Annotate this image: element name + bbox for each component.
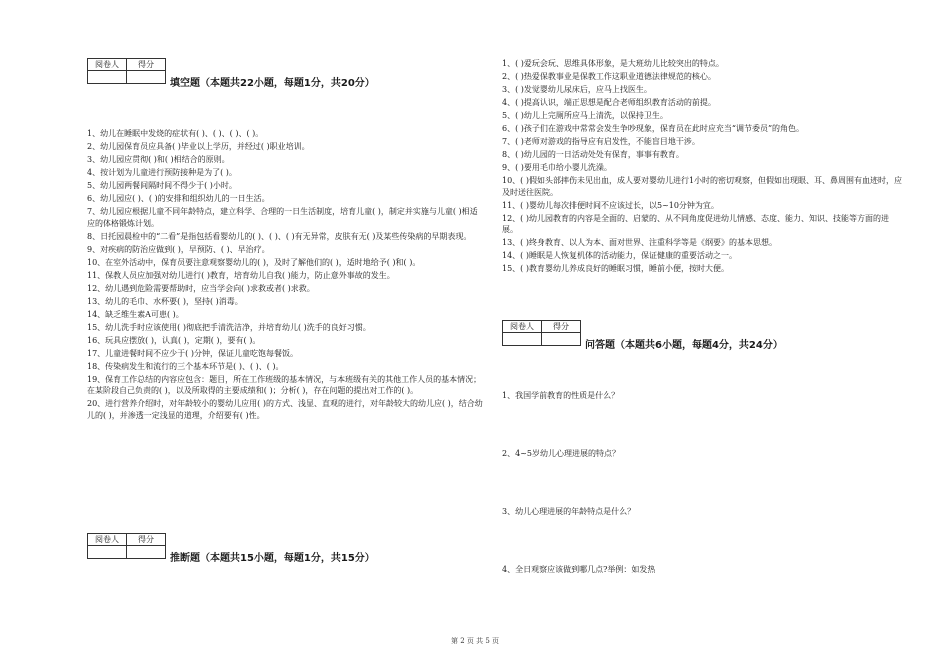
reviewer-label: 阅卷人 xyxy=(88,59,127,71)
question-item: 16、玩具应摆放( )，认真( )，定期( )，要有( )。 xyxy=(87,335,261,345)
question-item: 1、幼儿在睡眠中发烧的症状有( )、( )、( )、( )。 xyxy=(87,129,264,138)
question-item: 20、进行营养介绍时，对年龄较小的婴幼儿应用( )的方式、浅显、直观的进行，对年龄较大的幼儿应( )，结合幼儿的( )，并渗透一定浅显的道理，介绍要有( )性。 xyxy=(87,399,483,420)
page-footer: 第 2 页 共 5 页 xyxy=(450,637,500,645)
score-label: 得分 xyxy=(542,321,581,333)
question-item: 15、幼儿洗手时应该使用( )彻底把手清洗洁净，并培育幼儿( )洗手的良好习惯。 xyxy=(87,322,371,332)
question-item: 14、( )睡眠是人恢复机体的活动能力，保证健康的重要活动之一。 xyxy=(502,251,737,260)
score-box-essay xyxy=(502,320,581,346)
question-item: 6、( )孩子们在游戏中常常会发生争吵现象，保育员在此时应充当“调节委员”的角色。 xyxy=(502,124,805,133)
question-item: 5、( )幼儿上完厕所应马上清洗，以保持卫生。 xyxy=(502,111,668,120)
essay-question: 3、幼儿心理进展的年龄特点是什么？ xyxy=(502,507,636,516)
question-item: 3、( )发觉婴幼儿尿床后，应马上找医生。 xyxy=(502,85,652,94)
question-item: 12、( )幼儿园教育的内容是全面的、启蒙的、从不同角度促进幼儿情感、态度、能力、知识、技能等方面的进展。 xyxy=(502,213,889,234)
question-item: 3、幼儿园应贯彻( )和( )相结合的原则。 xyxy=(87,155,230,164)
question-item: 17、儿童进餐时间不应少于( )分钟，保证儿童吃饱每餐饭。 xyxy=(87,348,298,358)
question-item: 6、幼儿园应( )、( )的安排和组织幼儿的一日生活。 xyxy=(87,194,270,203)
question-item: 10、( )假如头部摔伤未见出血，成人要对婴幼儿进行1小时的密切观察，但假如出现眼、耳、鼻周围有血迹时，应及时送往医院。 xyxy=(502,176,903,197)
reviewer-label: 阅卷人 xyxy=(88,534,127,546)
question-item: 19、保育工作总结的内容应包含：题目，所在工作班级的基本情况，与本班级有关的其他工作人员的基本情况；在某阶段自己负责的( )，以及所取得的主要成绩和( )；分析( )，存在问题的提出对工作的( )。 xyxy=(87,374,482,395)
question-item: 4、( )提高认识，端正思想是配合老师组织教育活动的前提。 xyxy=(502,98,716,107)
score-label: 得分 xyxy=(127,534,166,546)
score-box-judgment xyxy=(87,533,166,559)
essay-question: 2、4~5岁幼儿心理进展的特点？ xyxy=(502,449,620,458)
question-item: 13、幼儿的毛巾、水杯要( )，坚持( )消毒。 xyxy=(87,296,243,306)
reviewer-cell xyxy=(88,546,127,559)
question-item: 2、幼儿园保育员应具备( )毕业以上学历，并经过( )职业培训。 xyxy=(87,142,310,151)
essay-question: 4、全日观察应该做到哪几点?举例：如发热 xyxy=(502,565,656,574)
score-label: 得分 xyxy=(127,59,166,71)
question-item: 1、( )爱玩会玩、思维具体形象，是大班幼儿比较突出的特点。 xyxy=(502,59,724,68)
question-item: 9、( )要用毛巾给小婴儿洗澡。 xyxy=(502,163,612,172)
question-item: 12、幼儿遇到危险需要帮助时，应当学会向( )求救或者( )求救。 xyxy=(87,283,315,293)
reviewer-cell xyxy=(88,71,127,84)
essay-question: 1、我国学前教育的性质是什么？ xyxy=(502,391,620,400)
question-item: 9、对疾病的防治应做到( )，早预防、( )、早治疗。 xyxy=(87,244,270,254)
question-item: 10、在室外活动中，保育员要注意观察婴幼儿的( )，及时了解他们的( )，适时地给予( )和( )。 xyxy=(87,257,421,267)
score-box-fill-blank xyxy=(87,58,166,84)
question-item: 5、幼儿园两餐间隔时间不得少于( )小时。 xyxy=(87,181,237,190)
question-item: 14、缺乏维生素A可患( )。 xyxy=(87,309,184,319)
question-item: 8、日托园晨检中的“二看”是指包括看婴幼儿的( )、( )、( )有无异常，皮肤有无( )及某些传染病的早期表现。 xyxy=(87,231,472,241)
question-item: 11、保教人员应加强对幼儿进行( )教育，培育幼儿自我( )能力，防止意外事故的发生。 xyxy=(87,270,395,280)
question-item: 13、( )终身教育、以人为本、面对世界、注重科学等是《纲要》的基本思想。 xyxy=(502,238,777,247)
judgment-list xyxy=(502,58,904,275)
question-item: 8、( )幼儿园的一日活动处处有保育，事事有教育。 xyxy=(502,150,684,159)
judgment-title: 推断题（本题共15小题，每题1分，共15分） xyxy=(170,553,375,564)
fill-blank-title: 填空题（本题共22小题，每题1分，共20分） xyxy=(170,78,375,89)
question-item: 18、传染病发生和流行的三个基本环节是( )、( )、( )。 xyxy=(87,361,284,371)
score-cell xyxy=(127,546,166,559)
essay-title: 问答题（本题共6小题，每题4分，共24分） xyxy=(585,340,783,351)
score-cell xyxy=(127,71,166,84)
question-item: 11、( )婴幼儿每次排便时间不应该过长，以5~10分钟为宜。 xyxy=(502,200,719,210)
question-item: 7、幼儿园应根据儿童不同年龄特点，建立科学、合理的一日生活制度，培育儿童( )，制定并实施与儿童( )相适应的体格锻炼计划。 xyxy=(87,207,478,228)
question-item: 15、( )教育婴幼儿养成良好的睡眠习惯，睡前小便，按时大便。 xyxy=(502,264,729,273)
reviewer-label: 阅卷人 xyxy=(503,321,542,333)
score-cell xyxy=(542,333,581,346)
question-item: 7、( )老师对游戏的指导应有启发性，不能盲目地干涉。 xyxy=(502,137,700,146)
question-item: 2、( )热爱保教事业是保教工作这职业道德法律规范的核心。 xyxy=(502,72,716,81)
reviewer-cell xyxy=(503,333,542,346)
question-item: 4、按计划为儿童进行预防接种是为了( )。 xyxy=(87,168,237,177)
fill-blank-list xyxy=(87,128,485,421)
